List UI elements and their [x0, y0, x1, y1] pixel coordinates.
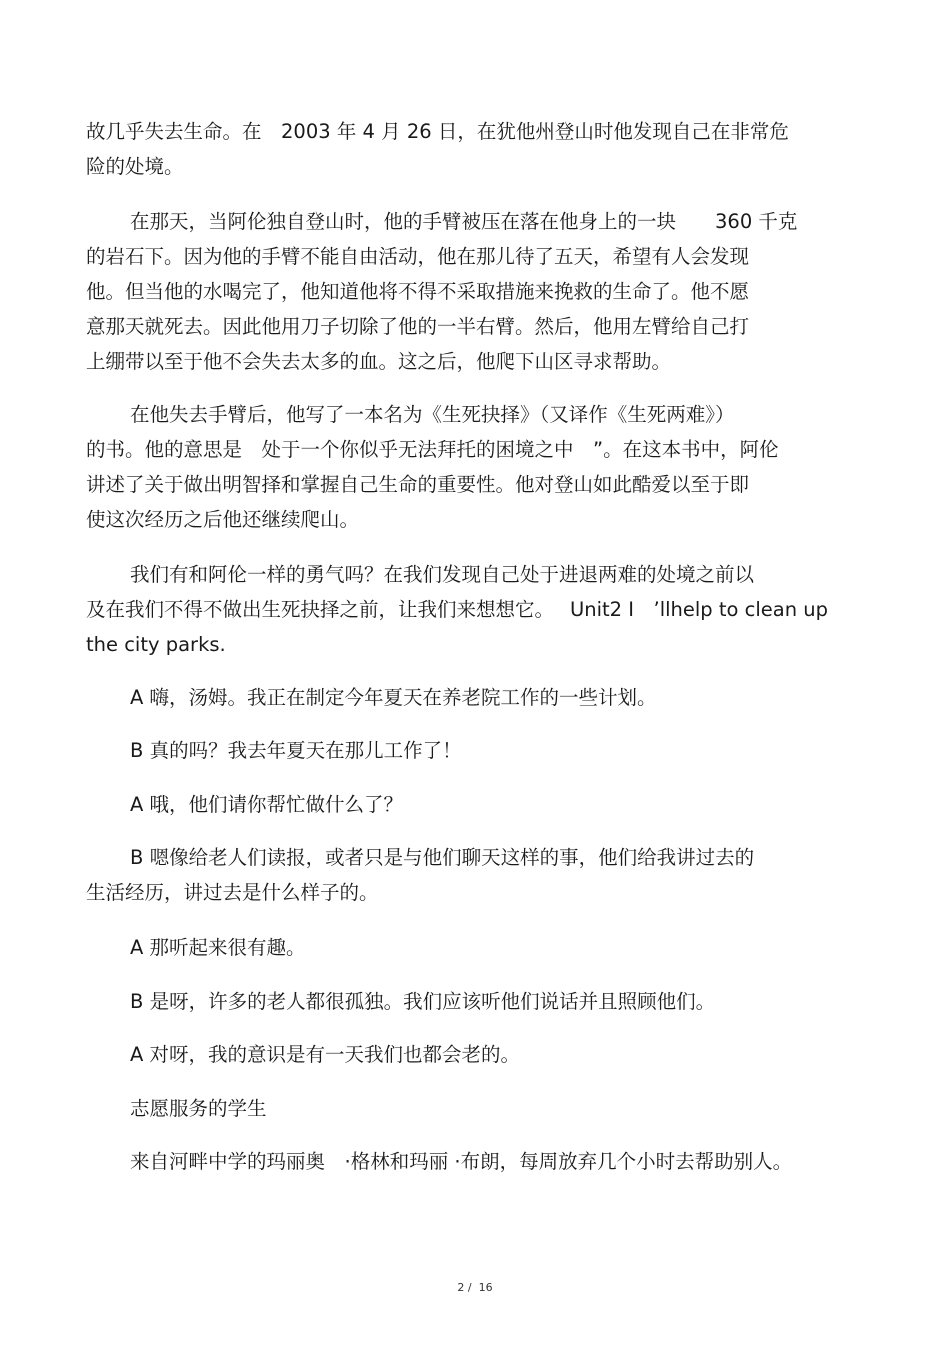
text-line: 使这次经历之后他还继续爬山。 [86, 508, 360, 531]
text-line: the city parks. [86, 633, 226, 656]
text-line: 来自河畔中学的玛丽奥 ·格林和玛丽 ·布朗，每周放弃几个小时去帮助别人。 [130, 1150, 793, 1173]
dialogue-line: 生活经历，讲过去是什么样子的。 [86, 881, 379, 904]
dialogue-line: B 真的吗？我去年夏天在那儿工作了！ [130, 739, 462, 762]
dialogue-line: B 嗯像给老人们读报，或者只是与他们聊天这样的事，他们给我讲过去的 [130, 846, 755, 869]
text-line: 我们有和阿伦一样的勇气吗？在我们发现自己处于进退两难的处境之前以 [130, 563, 755, 586]
dialogue-line: A 那听起来很有趣。 [130, 936, 306, 959]
text-line: 在他失去手臂后，他写了一本名为《生死抉择》（又译作《生死两难》） [130, 403, 735, 426]
section-heading: 志愿服务的学生 [130, 1097, 267, 1120]
dialogue-line: A 哦，他们请你帮忙做什么了？ [130, 793, 404, 816]
text-line: 意那天就死去。因此他用刀子切除了他的一半右臂。然后，他用左臂给自己打 [86, 315, 750, 338]
page-number [0, 1281, 950, 1294]
text-line: 及在我们不得不做出生死抉择之前，让我们来想想它。 Unit2 I ’llhelp to clean up [86, 598, 829, 621]
text-line: 讲述了关于做出明智择和掌握自己生命的重要性。他对登山如此酷爱以至于即 [86, 473, 750, 496]
dialogue-line: A 嗨，汤姆。我正在制定今年夏天在养老院工作的一些计划。 [130, 686, 657, 709]
text-line: 故几乎失去生命。在 2003 年 4 月 26 日，在犹他州登山时他发现自己在非常危 [86, 120, 789, 143]
text-line: 他。但当他的水喝完了，他知道他将不得不采取措施来挽救的生命了。他不愿 [86, 280, 750, 303]
dialogue-line: A 对呀，我的意识是有一天我们也都会老的。 [130, 1043, 521, 1066]
text-line: 险的处境。 [86, 155, 184, 178]
text-line: 在那天，当阿伦独自登山时，他的手臂被压在落在他身上的一块 360 千克 [130, 210, 798, 233]
text-line: 的书。他的意思是 处于一个你似乎无法拜托的困境之中 ”。在这本书中，阿伦 [86, 438, 779, 461]
page-separator: / [467, 1281, 472, 1294]
total-pages: 16 [478, 1281, 493, 1294]
text-line: 的岩石下。因为他的手臂不能自由活动，他在那儿待了五天，希望有人会发现 [86, 245, 750, 268]
text-line: 上绷带以至于他不会失去太多的血。这之后，他爬下山区寻求帮助。 [86, 350, 672, 373]
current-page: 2 [457, 1281, 465, 1294]
dialogue-line: B 是呀，许多的老人都很孤独。我们应该听他们说话并且照顾他们。 [130, 990, 716, 1013]
